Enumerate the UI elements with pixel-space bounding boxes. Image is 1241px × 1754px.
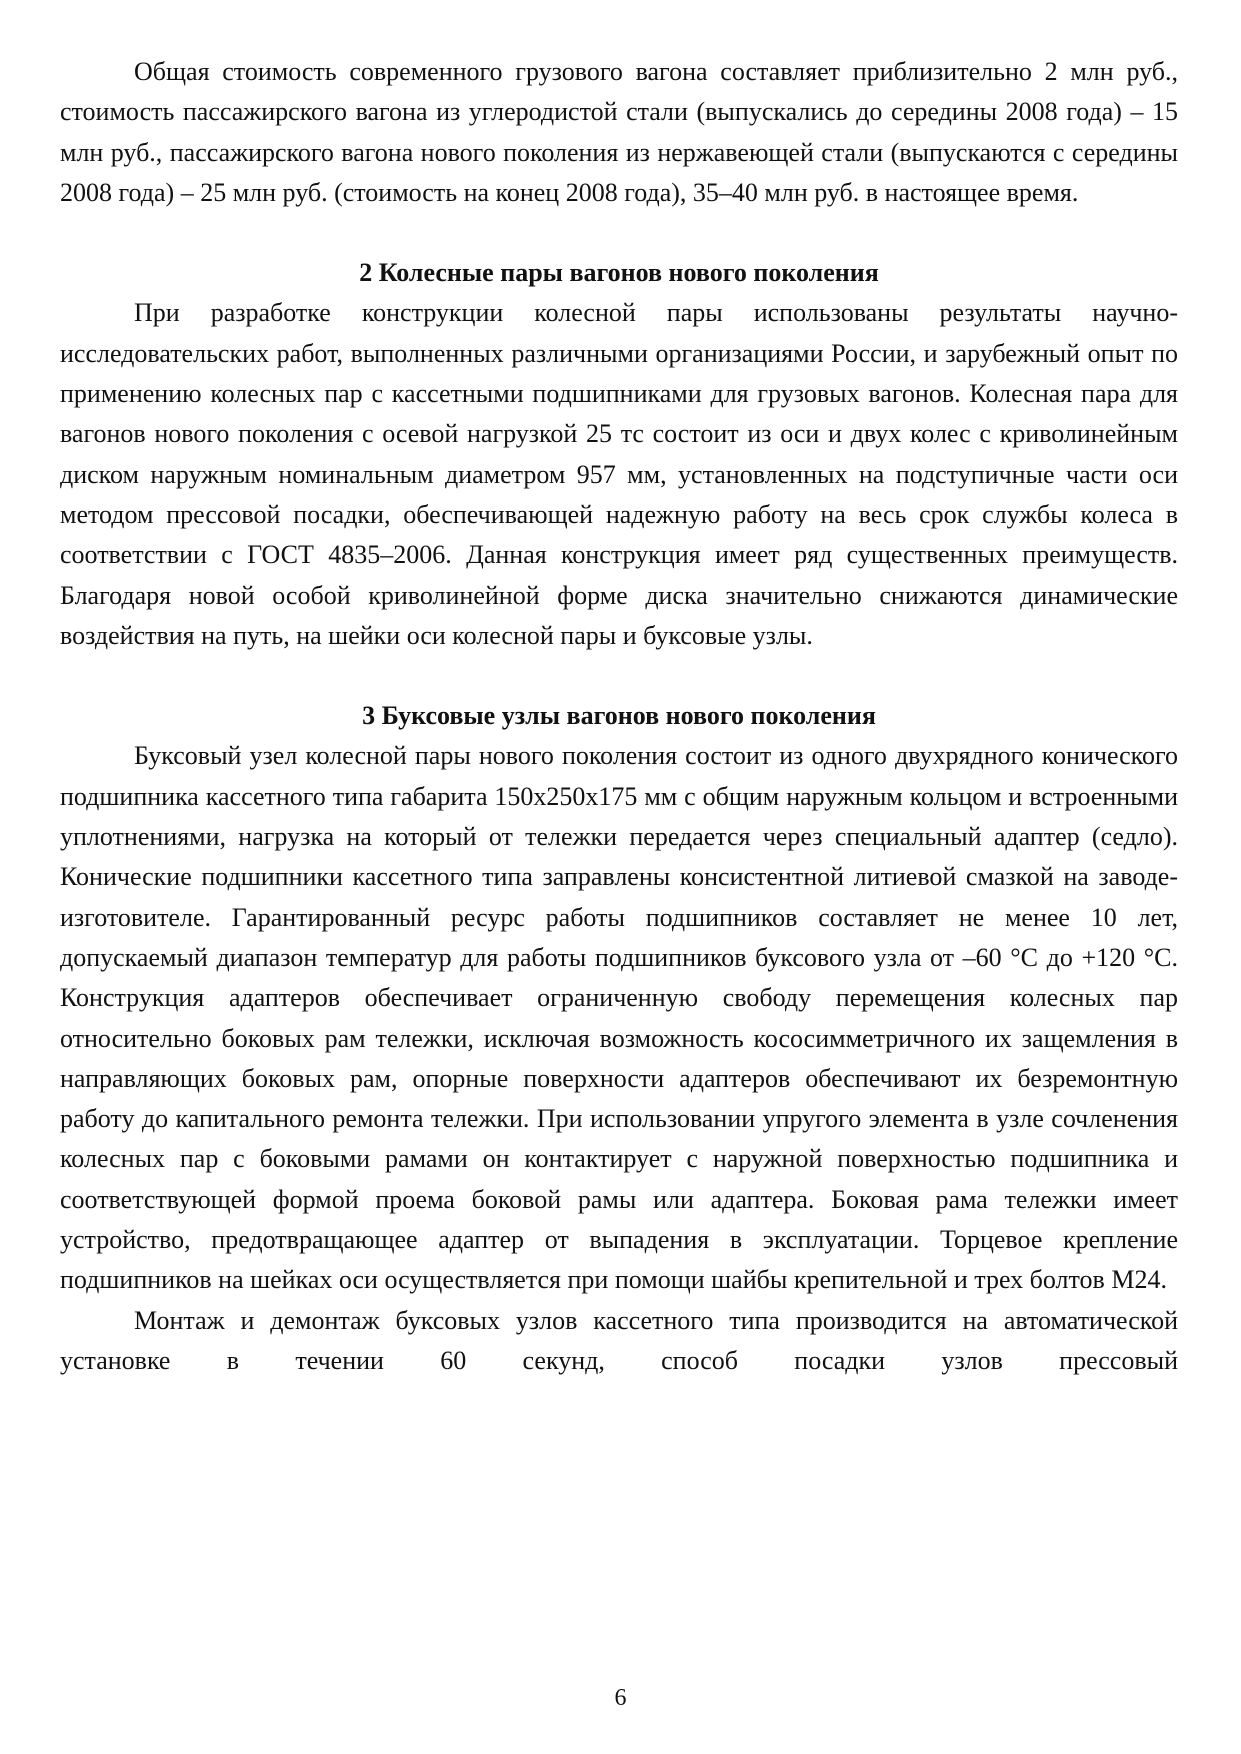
document-page bbox=[60, 52, 1178, 1381]
paragraph-section-3-2: Монтаж и демонтаж буксовых узлов кассетного типа производится на автоматической установке в течении 60 секунд, способ посадки узлов прессовый bbox=[60, 1305, 1178, 1375]
paragraph-intro: Общая стоимость современного грузового вагона составляет приблизительно 2 млн руб., стоимость пассажирского вагона из углеродистой стали (выпускались до середины 2008 года) – 15 млн руб., пассажирского вагона нового поколения из нержавеющей стали (выпускаются с середины 2008 года) – 25 млн руб. (стоимость на конец 2008 года), 35–40 млн руб. в настоящее время. bbox=[60, 57, 1178, 207]
heading-section-2: 2 Колесные пары вагонов нового поколения bbox=[359, 258, 879, 288]
heading-section-3: 3 Буксовые узлы вагонов нового поколения bbox=[362, 701, 876, 731]
paragraph-section-3-1: Буксовый узел колесной пары нового поколения состоит из одного двухрядного конического подшипника кассетного типа габарита 150х250х175 мм с общим наружным кольцом и встроенными уплотнениями, нагрузка на который от тележки передается через специальный адаптер (седло). Конические подшипники кассетного типа заправлены консистентной литиевой смазкой на заводе-изготовителе. Гарантированный ресурс работы подшипников составляет не менее 10 лет, допускаемый диапазон температур для работы подшипников буксового узла от –60 °С до +120 °С. Конструкция адаптеров обеспечивает ограниченную свободу перемещения колесных пар относительно боковых рам тележки, исключая возможность кососимметричного их защемления в направляющих боковых рам, опорные поверхности адаптеров обеспечивают их безремонтную работу до капитального ремонта тележки. При использовании упругого элемента в узле сочленения колесных пар с боковыми рамами он контактирует с наружной поверхностью подшипника и соответствующей формой проема боковой рамы или адаптера. Боковая рама тележки имеет устройство, предотвращающее адаптер от выпадения в эксплуатации. Торцевое крепление подшипников на шейках оси осуществляется при помощи шайбы крепительной и трех болтов М24. bbox=[60, 741, 1178, 1295]
page-number: 6 bbox=[614, 1685, 627, 1711]
paragraph-section-2-1: При разработке конструкции колесной пары использованы результаты научно-исследовательских работ, выполненных различными организациями России, и зарубежный опыт по применению колесных пар с кассетными подшипниками для грузовых вагонов. Колесная пара для вагонов нового поколения с осевой нагрузкой 25 тс состоит из оси и двух колес с криволинейным диском наружным номинальным диаметром 957 мм, установленных на подступичные части оси методом прессовой посадки, обеспечивающей надежную работу на весь срок службы колеса в соответствии с ГОСТ 4835–2006. Данная конструкция имеет ряд существенных преимуществ. Благодаря новой особой криволинейной форме диска значительно снижаются динамические воздействия на путь, на шейки оси колесной пары и буксовые узлы. bbox=[60, 298, 1178, 650]
